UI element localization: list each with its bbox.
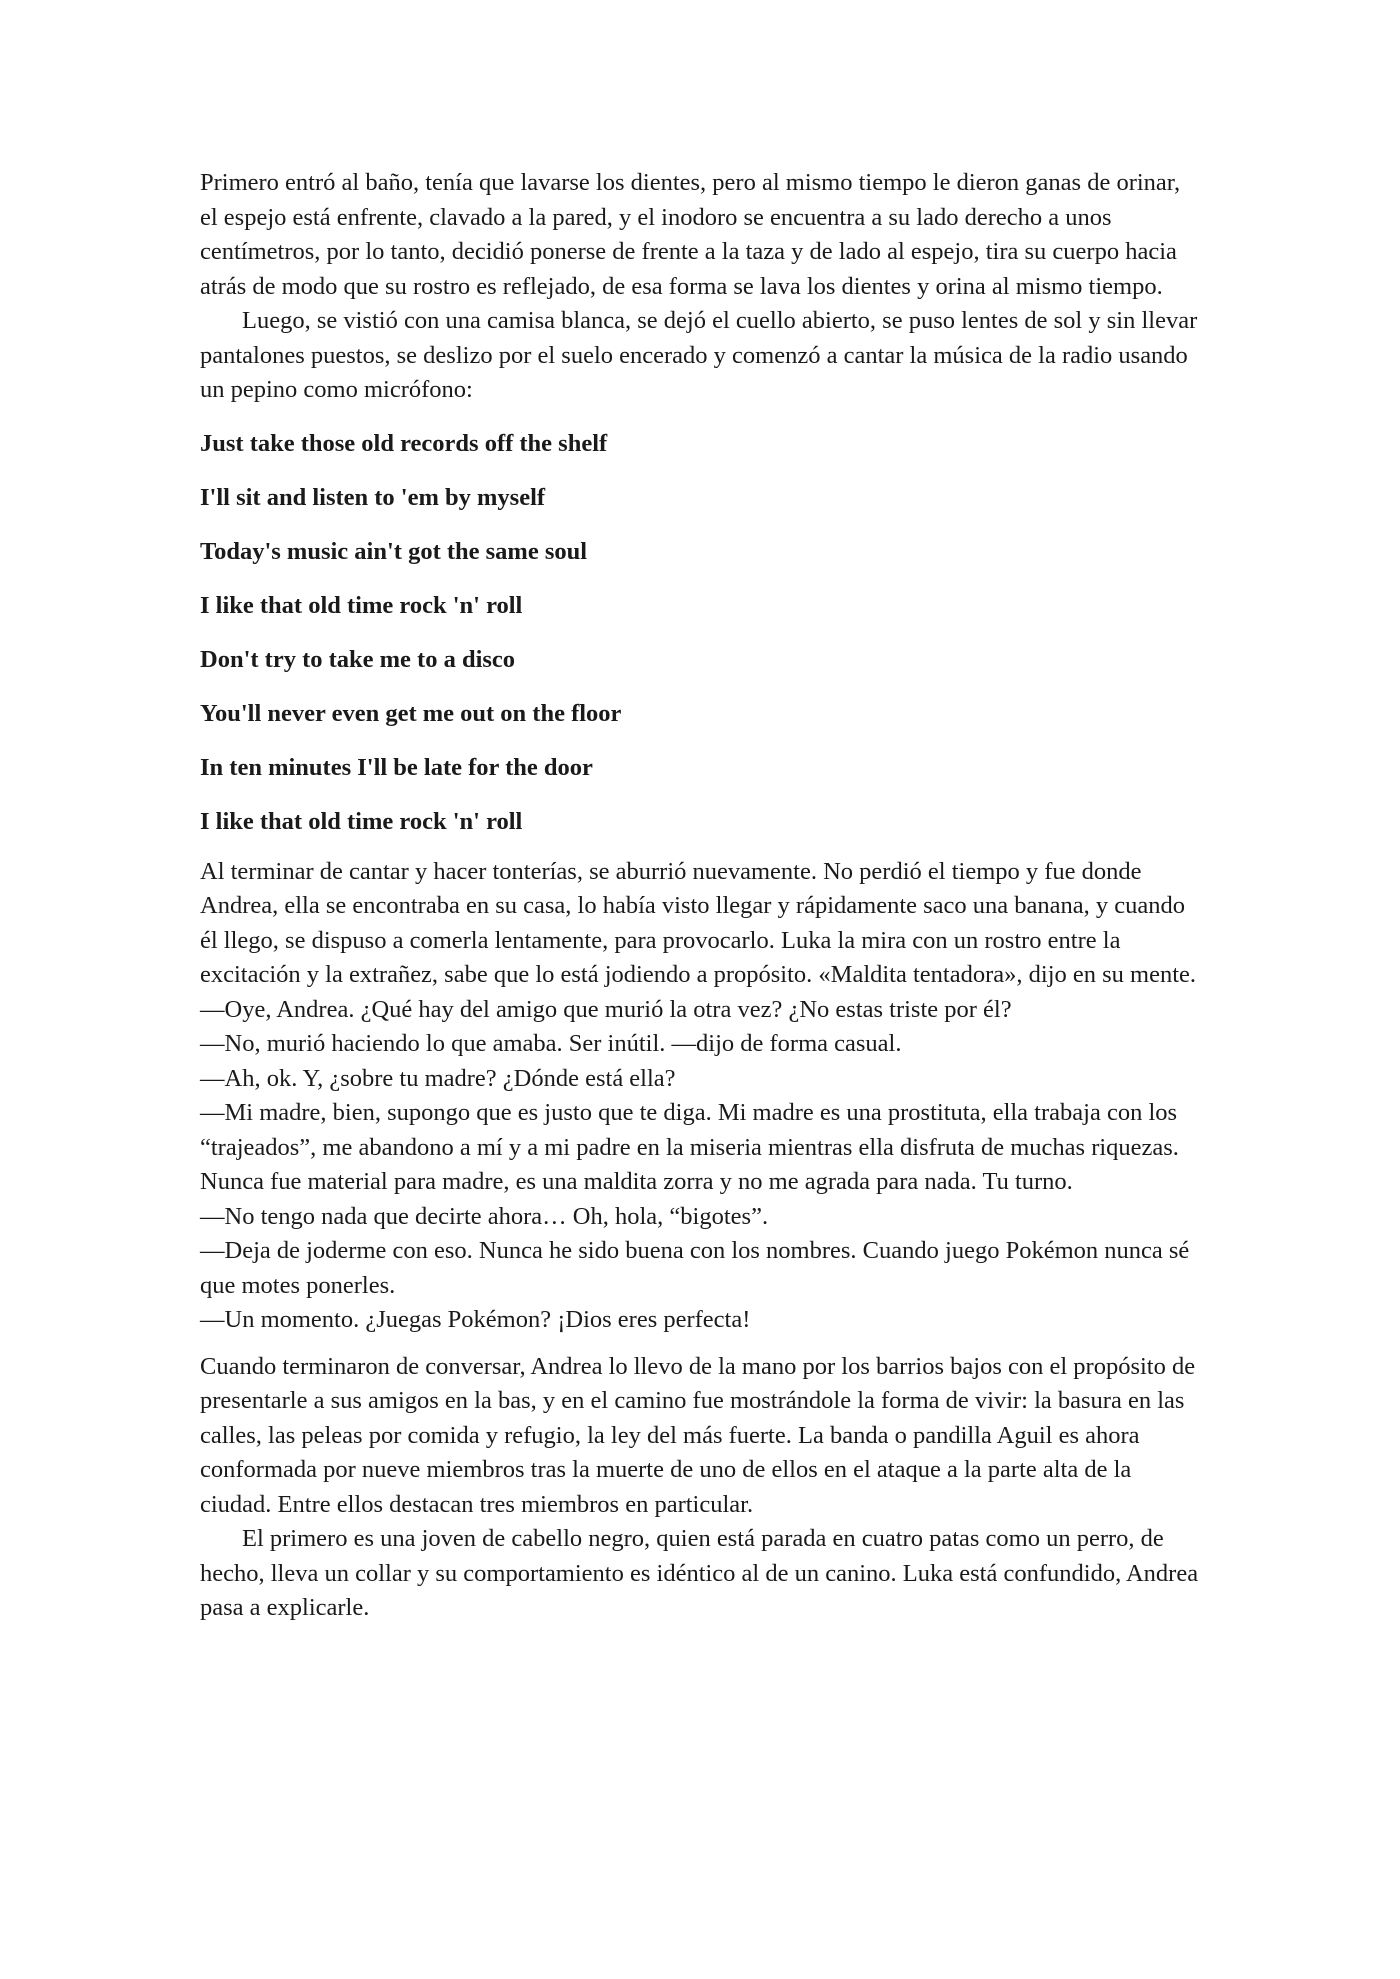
- dialogue-line: —Oye, Andrea. ¿Qué hay del amigo que murió la otra vez? ¿No estas triste por él?: [200, 995, 1012, 1023]
- dialogue-line: —No, murió haciendo lo que amaba. Ser inútil. —dijo de forma casual.: [200, 1030, 902, 1057]
- song-lyrics: [200, 417, 1200, 849]
- paragraph: Al terminar de cantar y hacer tonterías, se aburrió nuevamente. No perdió el tiempo y fue donde Andrea, ella se encontraba en su casa, lo había visto llegar y rápidamente saco una banana, y cuando él llego, se dispuso a comerla lentamente, para provocarlo. Luka la mira con un rostro entre la excitación y la extrañez, sabe que lo está jodiendo a propósito. «Maldita tentadora», dijo en su mente.: [200, 857, 1197, 988]
- dialogue-line: —Mi madre, bien, supongo que es justo que te diga. Mi madre es una prostituta, ella trabaja con los “trajeados”, me abandono a mí y a mi padre en la miseria mientras ella disfruta de muchas riquezas. Nunca fue material para madre, es una maldita zorra y no me agrada para nada. Tu turno.: [200, 1099, 1179, 1195]
- dialogue-line: —Ah, ok. Y, ¿sobre tu madre? ¿Dónde está ella?: [200, 1064, 676, 1092]
- paragraph: Primero entró al baño, tenía que lavarse los dientes, pero al mismo tiempo le dieron ganas de orinar, el espejo está enfrente, clavado a la pared, y el inodoro se encuentra a su lado derecho a unos centímetros, por lo tanto, decidió ponerse de frente a la taza y de lado al espejo, tira su cuerpo hacia atrás de modo que su rostro es reflejado, de esa forma se lava los dientes y orina al mismo tiempo.: [200, 169, 1181, 300]
- dialogue-line: —No tengo nada que decirte ahora… Oh, hola, “bigotes”.: [200, 1202, 769, 1230]
- lyric-line: Don't try to take me to a disco: [200, 645, 516, 673]
- lyric-line: I like that old time rock 'n' roll: [200, 807, 523, 835]
- paragraph: El primero es una joven de cabello negro, quien está parada en cuatro patas como un perro, de hecho, lleva un collar y su comportamiento es idéntico al de un canino. Luka está confundido, Andrea pasa a explicarle.: [200, 1525, 1199, 1621]
- lyric-line: I'll sit and listen to 'em by myself: [200, 483, 546, 511]
- dialogue-line: —Deja de joderme con eso. Nunca he sido buena con los nombres. Cuando juego Pokémon nunca sé que motes ponerles.: [200, 1237, 1190, 1299]
- lyric-line: Just take those old records off the shelf: [200, 429, 608, 457]
- lyric-line: Today's music ain't got the same soul: [200, 537, 588, 565]
- lyric-line: In ten minutes I'll be late for the door: [200, 753, 593, 781]
- lyric-line: I like that old time rock 'n' roll: [200, 591, 523, 619]
- lyric-line: You'll never even get me out on the floor: [200, 699, 622, 727]
- document-page: [200, 166, 1200, 1626]
- paragraph: Cuando terminaron de conversar, Andrea lo llevo de la mano por los barrios bajos con el propósito de presentarle a sus amigos en la bas, y en el camino fue mostrándole la forma de vivir: la basura en las calles, las peleas por comida y refugio, la ley del más fuerte. La banda o pandilla Aguil es ahora conformada por nueve miembros tras la muerte de uno de ellos en el ataque a la parte alta de la ciudad. Entre ellos destacan tres miembros en particular.: [200, 1352, 1196, 1518]
- paragraph: Luego, se vistió con una camisa blanca, se dejó el cuello abierto, se puso lentes de sol y sin llevar pantalones puestos, se deslizo por el suelo encerado y comenzó a cantar la música de la radio usando un pepino como micrófono:: [200, 307, 1198, 403]
- dialogue-line: —Un momento. ¿Juegas Pokémon? ¡Dios eres perfecta!: [200, 1306, 751, 1333]
